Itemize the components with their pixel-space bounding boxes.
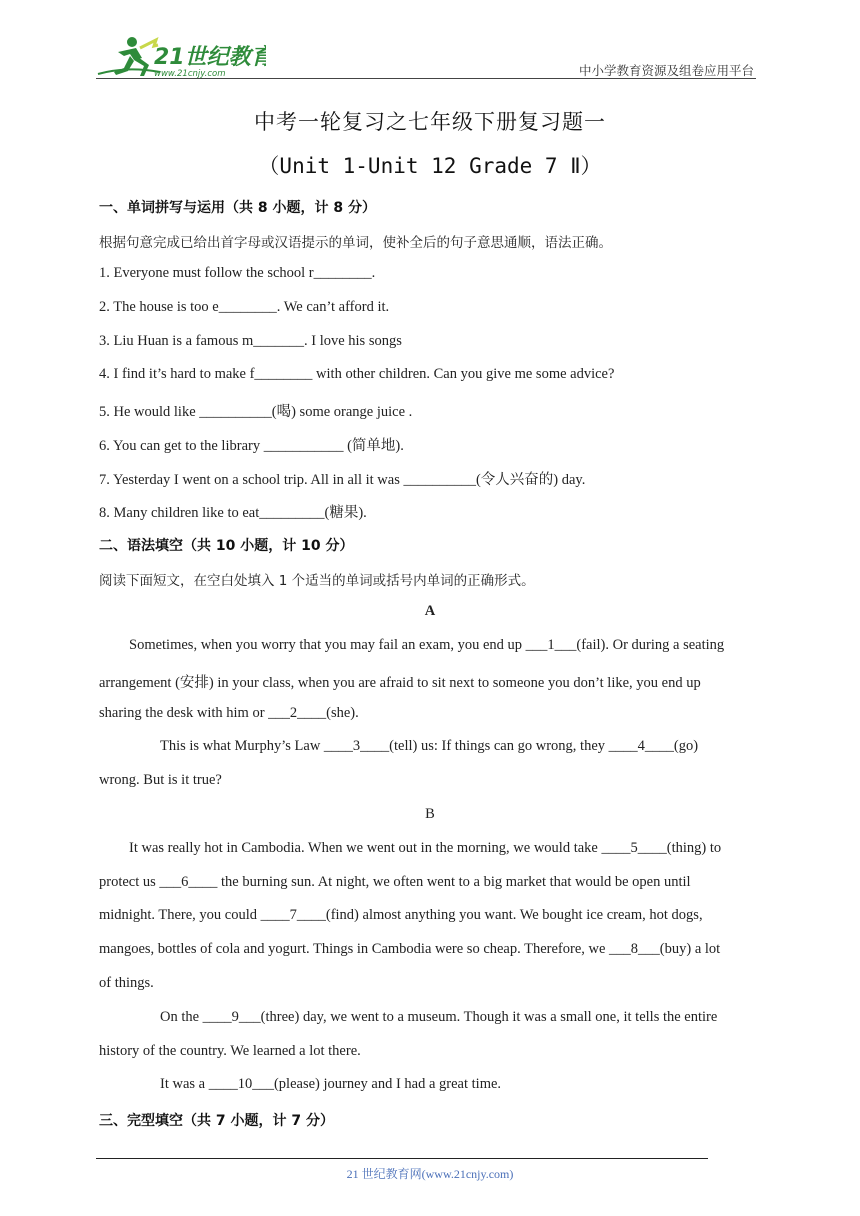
runner-logo-icon (96, 34, 266, 78)
section1-instruction: 根据句意完成已给出首字母或汉语提示的单词，使补全后的句子意思通顺，语法正确。 (99, 235, 612, 251)
section2-heading: 二、语法填空（共 10 小题，计 10 分） (99, 538, 354, 554)
document-subtitle: （Unit 1-Unit 12 Grade 7 Ⅱ） (258, 154, 602, 178)
passage-line: midnight. There, you could ____7____(find) almost anything you want. We bought ice cream, hot dogs, (99, 907, 703, 923)
question-item: 8. Many children like to eat_________(糖果). (99, 505, 367, 521)
passage-line: of things. (99, 975, 154, 991)
footer-link[interactable]: 21 世纪教育网(www.21cnjy.com) (346, 1167, 514, 1181)
logo-text: 21世纪教育 (154, 45, 266, 70)
passage-line: It was really hot in Cambodia. When we went out in the morning, we would take ____5____(thing) to (129, 840, 722, 856)
document-title: 中考一轮复习之七年级下册复习题一 (254, 110, 606, 134)
passage-line: Sometimes, when you worry that you may fail an exam, you end up ___1___(fail). Or during a seating (129, 637, 725, 653)
passage-line: sharing the desk with him or ___2____(she). (99, 705, 359, 721)
page-header (96, 30, 756, 80)
passage-line: arrangement (安排) in your class, when you are afraid to sit next to someone you don’t like, you end up (99, 675, 701, 691)
question-item: 2. The house is too e________. We can’t afford it. (99, 299, 390, 315)
passage-line: On the ____9___(three) day, we went to a museum. Though it was a small one, it tells the entire (160, 1009, 718, 1025)
passage-line: history of the country. We learned a lot there. (99, 1043, 361, 1059)
site-logo (96, 34, 266, 78)
passage-line: mangoes, bottles of cola and yogurt. Things in Cambodia were so cheap. Therefore, we ___8___(buy) a lot (99, 941, 721, 957)
section3-heading: 三、完型填空（共 7 小题，计 7 分） (99, 1113, 334, 1129)
question-item: 1. Everyone must follow the school r________. (99, 265, 376, 281)
logo-url: www.21cnjy.com (154, 69, 226, 78)
question-item: 4. I find it’s hard to make f________ with other children. Can you give me some advice? (99, 366, 615, 382)
question-item: 6. You can get to the library ___________ (简单地). (99, 438, 404, 454)
section2-instruction: 阅读下面短文，在空白处填入 1 个适当的单词或括号内单词的正确形式。 (99, 573, 535, 589)
header-divider (96, 78, 756, 79)
platform-name: 中小学教育资源及组卷应用平台 (578, 63, 754, 78)
passage-line: This is what Murphy’s Law ____3____(tell) us: If things can go wrong, they ____4____(go) (160, 738, 699, 754)
passage-line: wrong. But is it true? (99, 772, 222, 788)
passage-line: It was a ____10___(please) journey and I had a great time. (160, 1076, 502, 1092)
section1-heading: 一、单词拼写与运用（共 8 小题，计 8 分） (99, 200, 376, 216)
passage-a-label: A (424, 603, 436, 619)
passage-line: protect us ___6____ the burning sun. At night, we often went to a big market that would be open until (99, 874, 691, 890)
question-item: 5. He would like __________(喝) some orange juice . (99, 404, 413, 420)
passage-b-label: B (425, 806, 435, 822)
footer-divider (96, 1158, 708, 1159)
question-item: 3. Liu Huan is a famous m_______. I love his songs (99, 333, 402, 349)
question-item: 7. Yesterday I went on a school trip. All in all it was __________(令人兴奋的) day. (99, 472, 586, 488)
